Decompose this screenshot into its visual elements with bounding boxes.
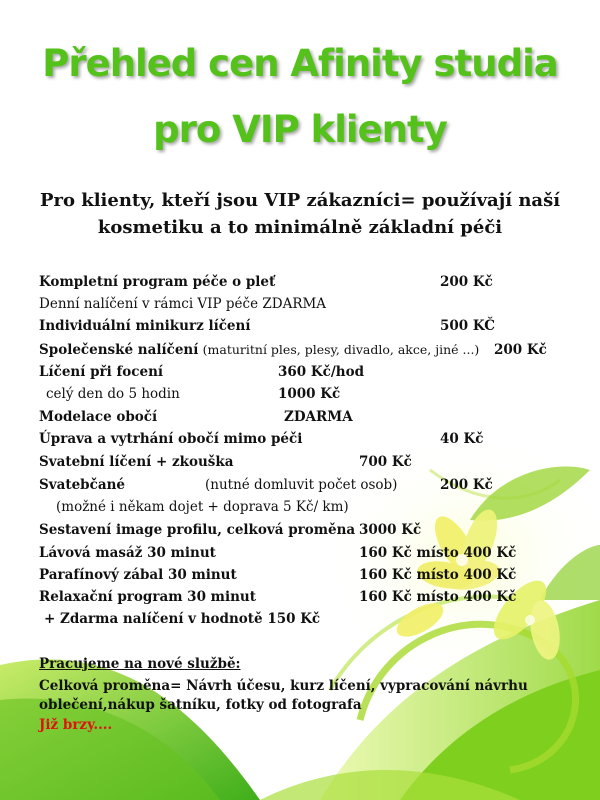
price-image-profile: 3000 Kč: [359, 522, 422, 538]
price-label-skin-care-program: Kompletní program péče o pleť: [39, 274, 276, 290]
price-label-photo-makeup: Líčení při focení: [39, 364, 164, 380]
price-skin-care-program: 200 Kč: [440, 274, 493, 290]
price-label-image-profile: Sestavení image profilu, celková proměna: [39, 522, 356, 538]
price-label-daily-makeup: Denní nalíčení v rámci VIP péče ZDARMA: [39, 296, 327, 312]
price-label-social-makeup: Společenské nalíčení: [39, 342, 199, 358]
price-label-eyebrow-shaping: Modelace obočí: [39, 409, 158, 425]
price-note-social-makeup: (maturitní ples, plesy, divadlo, akce, jiné ...): [202, 342, 480, 357]
price-label-mini-course: Individuální minikurz líčení: [39, 318, 251, 334]
price-paraffin-wrap: 160 Kč místo 400 Kč: [359, 567, 517, 583]
price-label-free-makeup: + Zdarma nalíčení v hodnotě 150 Kč: [44, 611, 321, 627]
new-service-description-line-2: oblečení,nákup šatníku, fotky od fotografa: [39, 697, 362, 713]
price-mini-course: 500 KČ: [440, 318, 495, 334]
price-label-wedding-makeup: Svatební líčení + zkouška: [39, 454, 234, 470]
price-label-relax-program: Relaxační program 30 minut: [39, 589, 256, 605]
new-service-description-line-1: Celková proměna= Návrh účesu, kurz líčení, vypracování návrhu: [39, 678, 528, 694]
price-full-day: 1000 Kč: [278, 386, 341, 402]
price-note-travel: (možné i někam dojet + doprava 5 Kč/ km): [56, 499, 349, 515]
price-label-eyebrow-plucking: Úprava a vytrhání obočí mimo péči: [39, 431, 303, 447]
coming-soon-text: Již brzy....: [39, 717, 113, 733]
price-row-social-makeup: [39, 340, 479, 360]
price-note-wedding-guests: (nutné domluvit počet osob): [205, 477, 398, 493]
price-eyebrow-plucking: 40 Kč: [440, 431, 484, 447]
new-service-heading: Pracujeme na nové službě:: [39, 656, 241, 672]
price-eyebrow-shaping: ZDARMA: [284, 409, 353, 425]
price-label-paraffin-wrap: Parafínový zábal 30 minut: [39, 567, 237, 583]
price-wedding-guests: 200 Kč: [440, 477, 493, 493]
page-title-line-2: pro VIP klienty: [153, 108, 447, 151]
price-wedding-makeup: 700 Kč: [359, 454, 412, 470]
price-photo-makeup: 360 Kč/hod: [278, 364, 365, 380]
price-lava-massage: 160 Kč místo 400 Kč: [359, 545, 517, 561]
price-label-lava-massage: Lávová masáž 30 minut: [39, 545, 216, 561]
subtitle-line-1: Pro klienty, kteří jsou VIP zákazníci= používají naší: [39, 190, 561, 211]
page-title-line-1: Přehled cen Afinity studia: [42, 42, 558, 85]
price-label-full-day: celý den do 5 hodin: [46, 386, 180, 402]
price-relax-program: 160 Kč místo 400 Kč: [359, 589, 517, 605]
subtitle-line-2: kosmetiku a to minimálně základní péči: [97, 217, 503, 238]
price-social-makeup: 200 Kč: [494, 342, 547, 358]
price-label-wedding-guests: Svatebčané: [39, 477, 125, 493]
